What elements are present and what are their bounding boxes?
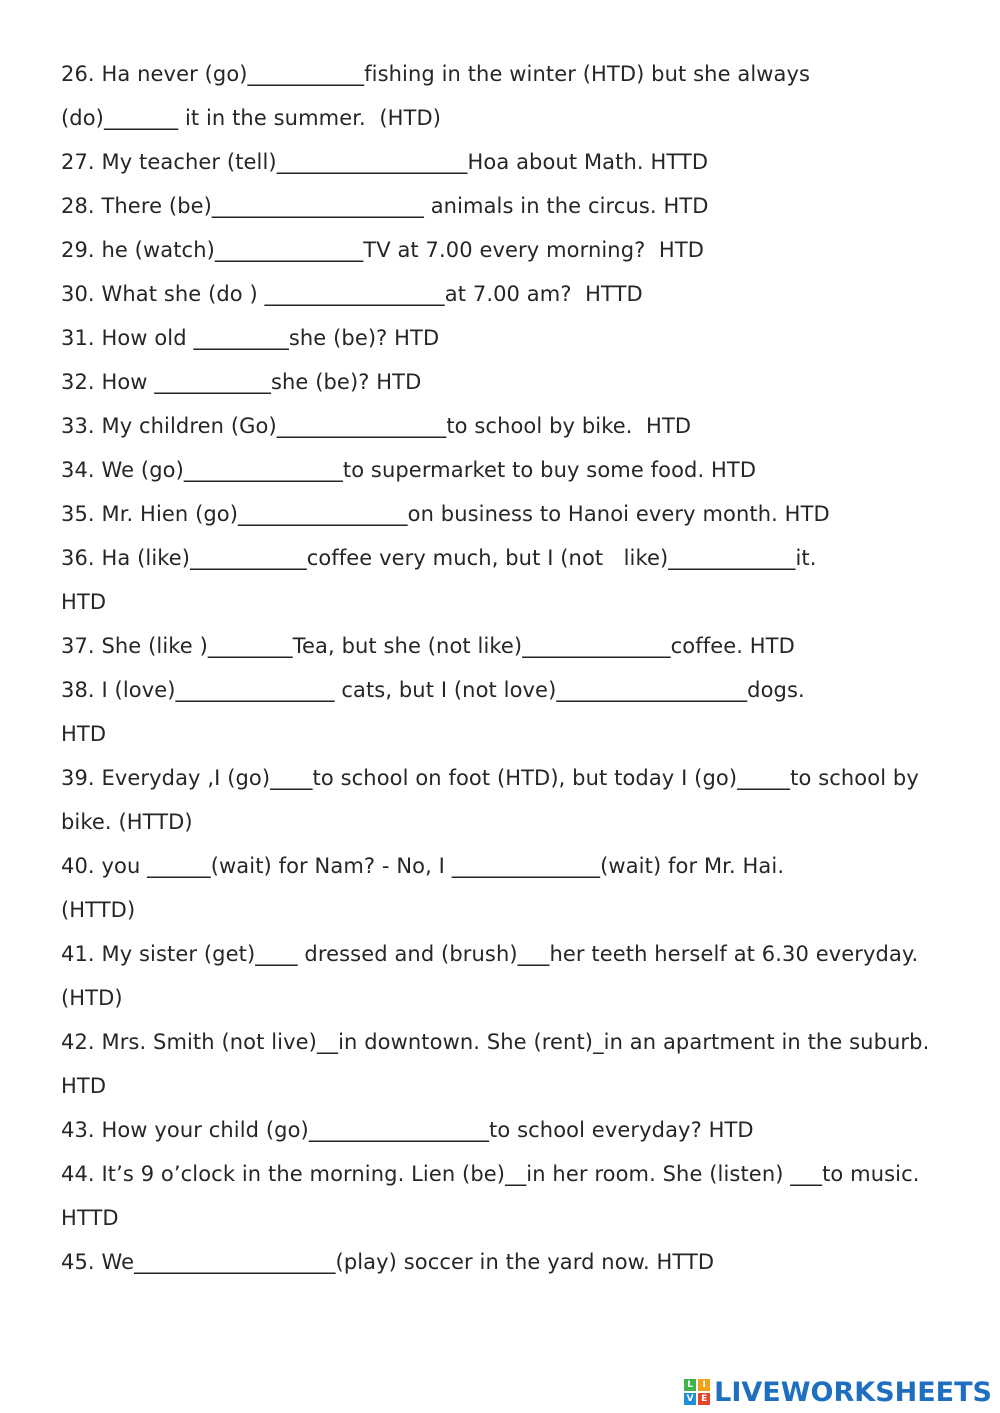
exercise-line: 30. What she (do ) _________________at 7.00 am? HTTD: [61, 282, 643, 306]
exercise-line: HTD: [61, 722, 107, 746]
exercise-line: 31. How old _________she (be)? HTD: [61, 326, 440, 350]
exercise-line: 34. We (go)_______________to supermarket to buy some food. HTD: [61, 458, 757, 482]
exercise-line: 39. Everyday ,I (go)____to school on foot (HTD), but today I (go)_____to school by: [61, 766, 919, 790]
exercise-line: HTTD: [61, 1206, 119, 1230]
exercise-line: 32. How ___________she (be)? HTD: [61, 370, 422, 394]
exercise-line: 43. How your child (go)_________________to school everyday? HTD: [61, 1118, 754, 1142]
liveworksheets-watermark: [684, 1375, 992, 1409]
exercise-line: 28. There (be)____________________ animals in the circus. HTD: [61, 194, 709, 218]
exercise-line: 33. My children (Go)________________to school by bike. HTD: [61, 414, 692, 438]
exercise-line: 41. My sister (get)____ dressed and (brush)___her teeth herself at 6.30 everyday.: [61, 942, 919, 966]
exercise-line: 37. She (like )________Tea, but she (not like)______________coffee. HTD: [61, 634, 795, 658]
exercise-line: 44. It’s 9 o’clock in the morning. Lien (be)__in her room. She (listen) ___to music.: [61, 1162, 920, 1186]
exercise-list: [61, 52, 961, 1284]
exercise-line: 45. We___________________(play) soccer in the yard now. HTTD: [61, 1250, 715, 1274]
liveworksheets-logo-icon: L I V E: [684, 1379, 710, 1405]
exercise-line: HTD: [61, 1074, 107, 1098]
exercise-line: 36. Ha (like)___________coffee very much, but I (not like)____________it.: [61, 546, 817, 570]
exercise-line: HTD: [61, 590, 107, 614]
exercise-line: (HTTD): [61, 898, 136, 922]
exercise-line: 27. My teacher (tell)__________________Hoa about Math. HTTD: [61, 150, 709, 174]
exercise-line: 40. you ______(wait) for Nam? - No, I ______________(wait) for Mr. Hai.: [61, 854, 785, 878]
exercise-line: 26. Ha never (go)___________fishing in the winter (HTD) but she always: [61, 62, 811, 86]
exercise-line: (do)_______ it in the summer. (HTD): [61, 106, 442, 130]
exercise-line: 35. Mr. Hien (go)________________on business to Hanoi every month. HTD: [61, 502, 830, 526]
exercise-line: (HTD): [61, 986, 123, 1010]
exercise-line: bike. (HTTD): [61, 810, 193, 834]
exercise-line: 29. he (watch)______________TV at 7.00 every morning? HTD: [61, 238, 705, 262]
exercise-line: 42. Mrs. Smith (not live)__in downtown. She (rent)_in an apartment in the suburb.: [61, 1030, 930, 1054]
brand-name: LIVEWORKSHEETS: [714, 1376, 992, 1408]
exercise-line: 38. I (love)_______________ cats, but I (not love)__________________dogs.: [61, 678, 805, 702]
